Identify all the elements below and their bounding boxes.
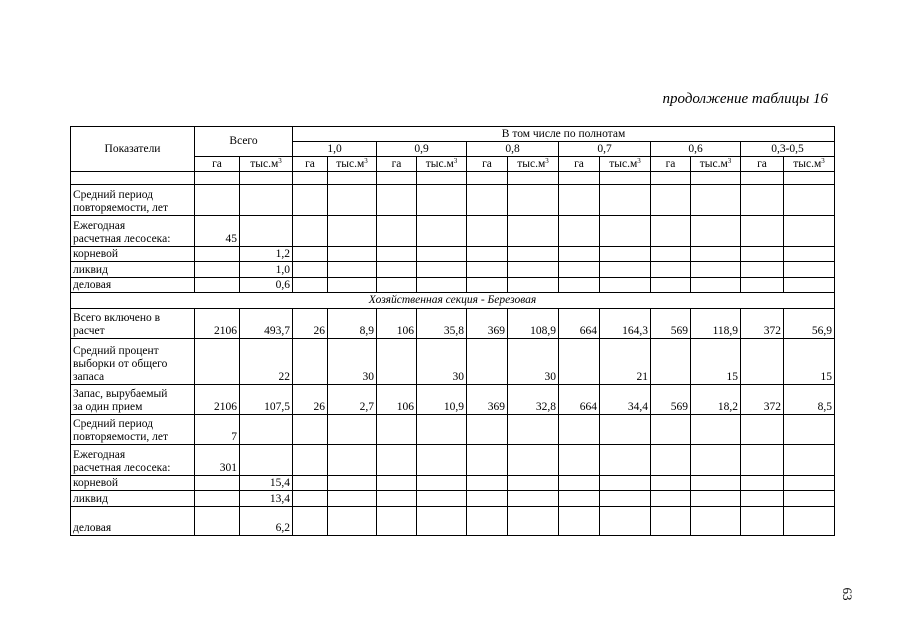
- table-cell: [691, 444, 741, 475]
- table-cell: [784, 215, 835, 246]
- table-cell: [651, 475, 691, 491]
- unit-volume-text: тыс.м: [250, 158, 279, 170]
- unit-volume-text: тыс.м: [517, 158, 546, 170]
- table-cell: 372: [741, 384, 784, 414]
- unit-ha-header: га: [559, 157, 600, 172]
- row-label-line: Средний процент: [73, 344, 159, 357]
- table-cell: [328, 172, 377, 185]
- table-cell: [508, 172, 559, 185]
- table-cell: [691, 185, 741, 215]
- unit-volume-text: тыс.м: [793, 158, 822, 170]
- table-cell: [651, 262, 691, 278]
- unit-volume-text: тыс.м: [336, 158, 365, 170]
- row-label: [71, 215, 195, 246]
- table-cell: [559, 475, 600, 491]
- table-cell: 301: [195, 444, 240, 475]
- table-row: [71, 262, 835, 278]
- table-cell: [417, 491, 467, 507]
- unit-volume-sup: 3: [545, 157, 549, 165]
- table-row: [71, 444, 835, 475]
- unit-volume-sup: 3: [637, 157, 641, 165]
- table-cell: [508, 491, 559, 507]
- table-cell: [417, 215, 467, 246]
- table-cell: 2106: [195, 308, 240, 338]
- table-caption: продолжение таблицы 16: [662, 91, 828, 107]
- table-cell: 1,2: [240, 246, 293, 262]
- row-label-line: Всего включено в: [73, 311, 161, 324]
- row-label-line: Ежегодная: [73, 219, 126, 232]
- table-cell: 493,7: [240, 308, 293, 338]
- row-label: [71, 172, 195, 185]
- table-cell: [651, 185, 691, 215]
- section-title: Хозяйственная секция - Березовая: [71, 293, 835, 309]
- table-cell: [377, 185, 417, 215]
- table-row: [71, 506, 835, 535]
- table-cell: [240, 414, 293, 444]
- table-cell: [651, 414, 691, 444]
- table-cell: [600, 506, 651, 535]
- table-cell: 13,4: [240, 491, 293, 507]
- table-cell: [559, 506, 600, 535]
- table-cell: [741, 262, 784, 278]
- row-label: корневой: [71, 475, 195, 491]
- table-cell: [377, 338, 417, 384]
- row-label-line: расчетная лесосека:: [73, 232, 171, 245]
- table-cell: 32,8: [508, 384, 559, 414]
- table-cell: 34,4: [600, 384, 651, 414]
- row-label: [71, 338, 195, 384]
- unit-volume-text: тыс.м: [609, 158, 638, 170]
- table-cell: [741, 444, 784, 475]
- table-cell: [293, 475, 328, 491]
- table-cell: [559, 246, 600, 262]
- table-cell: [467, 246, 508, 262]
- table-cell: [784, 475, 835, 491]
- table-cell: [467, 444, 508, 475]
- table-row: [71, 414, 835, 444]
- row-label: корневой: [71, 246, 195, 262]
- table-cell: [377, 506, 417, 535]
- table-cell: 22: [240, 338, 293, 384]
- table-cell: [651, 506, 691, 535]
- table-cell: [195, 475, 240, 491]
- table-cell: [600, 444, 651, 475]
- table-cell: [600, 215, 651, 246]
- unit-ha-header: га: [293, 157, 328, 172]
- table-row: [71, 338, 835, 384]
- unit-volume-sup: 3: [364, 157, 368, 165]
- table-cell: 45: [195, 215, 240, 246]
- density-header: 1,0: [293, 142, 377, 157]
- table-cell: [195, 277, 240, 293]
- row-label-line: Запас, вырубаемый: [73, 387, 168, 400]
- table-cell: [377, 414, 417, 444]
- table-cell: [417, 444, 467, 475]
- table-cell: [741, 338, 784, 384]
- table-cell: 372: [741, 308, 784, 338]
- table-cell: [293, 338, 328, 384]
- table-cell: [600, 246, 651, 262]
- table-cell: [417, 172, 467, 185]
- table-cell: [691, 414, 741, 444]
- row-label-line: расчетная лесосека:: [73, 461, 171, 474]
- table-cell: [651, 491, 691, 507]
- table-cell: 369: [467, 384, 508, 414]
- unit-volume-sup: 3: [278, 157, 282, 165]
- table-row: [71, 308, 835, 338]
- table-cell: [600, 277, 651, 293]
- row-label: деловая: [71, 277, 195, 293]
- table-cell: [508, 246, 559, 262]
- row-label-line: выборки от общего: [73, 357, 168, 370]
- table-row: [71, 475, 835, 491]
- table-cell: 26: [293, 308, 328, 338]
- table-cell: [691, 506, 741, 535]
- table-cell: [741, 506, 784, 535]
- table-cell: [651, 277, 691, 293]
- indicator-header: Показатели: [71, 127, 195, 172]
- table-cell: 15: [691, 338, 741, 384]
- row-label-line: повторяемости, лет: [73, 201, 169, 214]
- table-row: [71, 491, 835, 507]
- table-cell: [417, 246, 467, 262]
- unit-volume-header: [784, 157, 835, 172]
- table-cell: 10,9: [417, 384, 467, 414]
- table-cell: 18,2: [691, 384, 741, 414]
- table-cell: [691, 277, 741, 293]
- table-cell: [559, 262, 600, 278]
- table-cell: 35,8: [417, 308, 467, 338]
- table-cell: [328, 246, 377, 262]
- unit-volume-header: [417, 157, 467, 172]
- table-cell: 2,7: [328, 384, 377, 414]
- table-cell: [741, 277, 784, 293]
- section-row: [71, 293, 835, 309]
- table-cell: [467, 215, 508, 246]
- table-cell: [691, 475, 741, 491]
- table-cell: [508, 277, 559, 293]
- unit-volume-text: тыс.м: [425, 158, 454, 170]
- table-cell: [559, 491, 600, 507]
- table-cell: [417, 185, 467, 215]
- table-cell: 1,0: [240, 262, 293, 278]
- table-cell: [293, 246, 328, 262]
- table-cell: [377, 475, 417, 491]
- table-cell: [293, 414, 328, 444]
- table-cell: [417, 506, 467, 535]
- table-cell: [559, 172, 600, 185]
- table-cell: 664: [559, 384, 600, 414]
- density-header: 0,7: [559, 142, 651, 157]
- unit-volume-header: [328, 157, 377, 172]
- table-cell: [784, 185, 835, 215]
- unit-volume-sup: 3: [821, 157, 825, 165]
- unit-ha-header: га: [467, 157, 508, 172]
- table-cell: 56,9: [784, 308, 835, 338]
- table-cell: [417, 262, 467, 278]
- table-cell: [377, 444, 417, 475]
- table-cell: [240, 172, 293, 185]
- table-cell: [741, 246, 784, 262]
- table-cell: [508, 185, 559, 215]
- table-cell: [741, 185, 784, 215]
- table-cell: [651, 444, 691, 475]
- table-cell: [293, 172, 328, 185]
- table-cell: 106: [377, 384, 417, 414]
- density-header: 0,6: [651, 142, 741, 157]
- table-cell: [784, 506, 835, 535]
- table-cell: [377, 172, 417, 185]
- table-cell: [784, 246, 835, 262]
- table-cell: [508, 262, 559, 278]
- table-cell: [559, 414, 600, 444]
- table-cell: [377, 215, 417, 246]
- table-cell: [784, 491, 835, 507]
- table-cell: [600, 262, 651, 278]
- row-label-line: Средний период: [73, 417, 153, 430]
- row-label: [71, 185, 195, 215]
- table-cell: [328, 506, 377, 535]
- row-label-line: повторяемости, лет: [73, 430, 169, 443]
- table-cell: 7: [195, 414, 240, 444]
- table-cell: [467, 185, 508, 215]
- table-cell: [293, 506, 328, 535]
- table-cell: [377, 491, 417, 507]
- unit-volume-header: [240, 157, 293, 172]
- table-cell: [691, 491, 741, 507]
- table-cell: [600, 491, 651, 507]
- table-cell: 15,4: [240, 475, 293, 491]
- table-cell: [559, 215, 600, 246]
- table-cell: [467, 491, 508, 507]
- table-cell: [467, 506, 508, 535]
- table-cell: [467, 277, 508, 293]
- table-cell: [651, 215, 691, 246]
- table-cell: [508, 444, 559, 475]
- table-cell: [417, 414, 467, 444]
- table-cell: [293, 491, 328, 507]
- table-cell: [467, 172, 508, 185]
- table-cell: [691, 172, 741, 185]
- unit-ha-header: га: [377, 157, 417, 172]
- table-row: [71, 215, 835, 246]
- table-cell: [651, 172, 691, 185]
- table-cell: [467, 262, 508, 278]
- table-cell: 21: [600, 338, 651, 384]
- table-row: [71, 277, 835, 293]
- table-cell: 118,9: [691, 308, 741, 338]
- table-cell: 30: [328, 338, 377, 384]
- table-cell: 106: [377, 308, 417, 338]
- table-cell: [508, 215, 559, 246]
- table-cell: 26: [293, 384, 328, 414]
- table-cell: 569: [651, 308, 691, 338]
- table-cell: [240, 185, 293, 215]
- table-cell: [328, 277, 377, 293]
- table-cell: [691, 246, 741, 262]
- unit-volume-header: [600, 157, 651, 172]
- unit-volume-sup: 3: [727, 157, 732, 165]
- data-table: [70, 126, 835, 536]
- unit-ha-header: га: [741, 157, 784, 172]
- table-cell: [240, 444, 293, 475]
- table-cell: [467, 475, 508, 491]
- page-number: 63: [840, 587, 855, 601]
- table-cell: [741, 172, 784, 185]
- table-cell: [195, 506, 240, 535]
- row-label: деловая: [71, 506, 195, 535]
- table-cell: [691, 262, 741, 278]
- table-cell: [328, 185, 377, 215]
- table-cell: 107,5: [240, 384, 293, 414]
- table-cell: 0,6: [240, 277, 293, 293]
- unit-volume-text: тыс.м: [699, 158, 728, 170]
- table-cell: [784, 172, 835, 185]
- table-cell: [195, 185, 240, 215]
- table-cell: [784, 277, 835, 293]
- table-cell: [600, 475, 651, 491]
- unit-volume-sup: 3: [453, 157, 458, 165]
- table-cell: 8,5: [784, 384, 835, 414]
- table-cell: [741, 491, 784, 507]
- table-cell: 15: [784, 338, 835, 384]
- row-label: [71, 414, 195, 444]
- table-cell: [600, 172, 651, 185]
- row-label: ликвид: [71, 491, 195, 507]
- table-cell: 30: [417, 338, 467, 384]
- table-cell: [293, 262, 328, 278]
- table-cell: [508, 475, 559, 491]
- table-cell: [195, 491, 240, 507]
- table-row: [71, 384, 835, 414]
- table-cell: 569: [651, 384, 691, 414]
- table-cell: [741, 414, 784, 444]
- density-header: 0,3-0,5: [741, 142, 835, 157]
- table-cell: 6,2: [240, 506, 293, 535]
- unit-ha-header: га: [195, 157, 240, 172]
- table-cell: [559, 277, 600, 293]
- table-cell: [600, 414, 651, 444]
- table-cell: [784, 414, 835, 444]
- table-cell: 369: [467, 308, 508, 338]
- table-cell: [784, 444, 835, 475]
- table-cell: [508, 414, 559, 444]
- table-cell: [377, 246, 417, 262]
- table-cell: [293, 215, 328, 246]
- row-label-line: Средний период: [73, 188, 153, 201]
- table-cell: [741, 215, 784, 246]
- row-label: [71, 308, 195, 338]
- table-cell: [651, 338, 691, 384]
- table-cell: [240, 215, 293, 246]
- row-label-line: расчет: [73, 324, 105, 337]
- unit-volume-header: [691, 157, 741, 172]
- table-cell: [195, 172, 240, 185]
- by-density-header: В том числе по полнотам: [293, 127, 835, 142]
- row-label: ликвид: [71, 262, 195, 278]
- row-label: [71, 444, 195, 475]
- table-cell: [417, 475, 467, 491]
- table-cell: [328, 444, 377, 475]
- table-cell: 2106: [195, 384, 240, 414]
- density-header: 0,8: [467, 142, 559, 157]
- row-label-line: за один прием: [73, 400, 143, 413]
- table-cell: [293, 277, 328, 293]
- density-header: 0,9: [377, 142, 467, 157]
- table-cell: [293, 444, 328, 475]
- table-cell: [600, 185, 651, 215]
- table-cell: [328, 491, 377, 507]
- table-cell: [417, 277, 467, 293]
- table-cell: [784, 262, 835, 278]
- table-cell: [328, 475, 377, 491]
- total-header: Всего: [195, 127, 293, 157]
- table-cell: [195, 246, 240, 262]
- row-label-line: Ежегодная: [73, 448, 126, 461]
- table-cell: [328, 215, 377, 246]
- table-cell: [328, 262, 377, 278]
- table-cell: [377, 277, 417, 293]
- table-cell: [195, 338, 240, 384]
- table-cell: [559, 185, 600, 215]
- table-cell: [328, 414, 377, 444]
- table-cell: 164,3: [600, 308, 651, 338]
- table-cell: [741, 475, 784, 491]
- table-cell: [195, 262, 240, 278]
- table-cell: 664: [559, 308, 600, 338]
- row-label-line: запаса: [73, 370, 105, 383]
- table-cell: [559, 444, 600, 475]
- unit-ha-header: га: [651, 157, 691, 172]
- table-cell: 108,9: [508, 308, 559, 338]
- table-cell: [559, 338, 600, 384]
- table-cell: [467, 338, 508, 384]
- table-row: [71, 172, 835, 185]
- table-cell: 8,9: [328, 308, 377, 338]
- table-cell: [691, 215, 741, 246]
- table-cell: 30: [508, 338, 559, 384]
- table-cell: [377, 262, 417, 278]
- table-row: [71, 185, 835, 215]
- row-label: [71, 384, 195, 414]
- unit-volume-header: [508, 157, 559, 172]
- table-row: [71, 246, 835, 262]
- table-cell: [293, 185, 328, 215]
- table-cell: [508, 506, 559, 535]
- table-cell: [467, 414, 508, 444]
- table-cell: [651, 246, 691, 262]
